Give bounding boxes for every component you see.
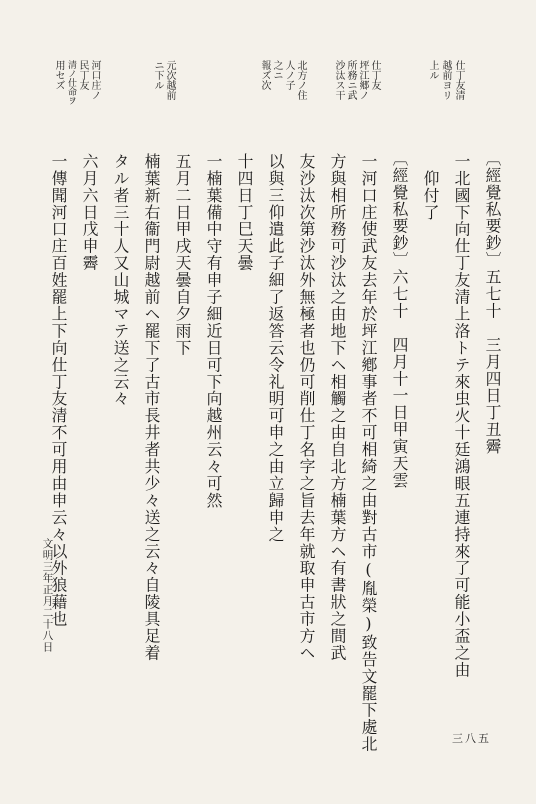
body-line-14: 六月六日戊申霽 [80,153,99,272]
body-line-10: 一楠葉備中守有申子細近日可下向越州云々可然 [204,153,223,509]
body-line-15: 一傳聞河口庄百姓罷上下向仕丁友清不可用由申云々以外狼藉也 [49,153,68,628]
headnote-3: 上ル [427,60,438,80]
body-line-6: 方與相所務可沙汰之由地下ヘ相觸之由自北方楠葉方ヘ有書狀之間武 [328,153,347,662]
headnote-2: 越前ヨリ [440,60,451,100]
running-date: 文明三年正月二十八日 [41,538,54,653]
headnote-1: 仕丁友清 [453,60,464,100]
body-line-5: 一河口庄使武友去年於坪江鄕事者不可相綺之由對古市(胤榮)致告文罷下處北 [359,153,378,753]
headnote-7: 沙汰ス干 [333,60,344,100]
headnote-15: 民丁友 [77,60,88,90]
source-heading-2 [391,150,407,489]
headnote-5: 坪江郷ノ [357,60,368,100]
source-title: 〔經覺私要鈔〕六七十 四月十一日甲寅天雲 [390,150,409,489]
headnote-10: 之ニ [271,60,282,80]
headnote-9: 人ノ子 [283,60,294,90]
body-line-13: タル者三十人又山城マテ送之云々 [111,153,130,408]
body-line-7: 友沙汰次第沙汰外無極者也仍可削仕丁名字之旨去年就取申古市方ヘ [297,153,316,662]
headnote-8: 北方ノ住 [295,60,306,100]
headnote-6: 所務ニ武 [345,60,356,100]
headnote-12: 元次越前 [164,60,175,100]
headnote-11: 報ズ次 [259,60,270,90]
headnote-13: ニ下ル [152,60,163,90]
headnote-4: 仕丁友 [369,60,380,90]
body-line-12: 楠葉新右衞門尉越前ヘ罷下了古市長井者共少々送之云々自陵具足着 [142,153,161,662]
headnote-14: 河口庄ノ [89,60,100,100]
body-line-3: 仰付了 [421,153,440,221]
body-line-9: 十四日丁巳天曇 [235,153,254,272]
body-line-2: 一北國下向仕丁友清上洛トテ來虫火十廷鴻眼五連持來了可能小盃之由 [452,153,471,679]
headnote-16: 清ノ仕命ヲ [66,60,76,105]
headnote-17: 用セズ [53,60,64,90]
page-number: 三八五 [452,732,491,745]
source-title: 〔經覺私要鈔〕五七十 三月四日丁丑霽 [483,150,502,456]
body-line-11: 五月二日甲戌天曇自夕雨下 [173,153,192,357]
source-heading-1 [484,150,500,455]
body-line-8: 以與三仰遣此子細了返答云令礼明可申之由立歸申之 [266,153,285,543]
